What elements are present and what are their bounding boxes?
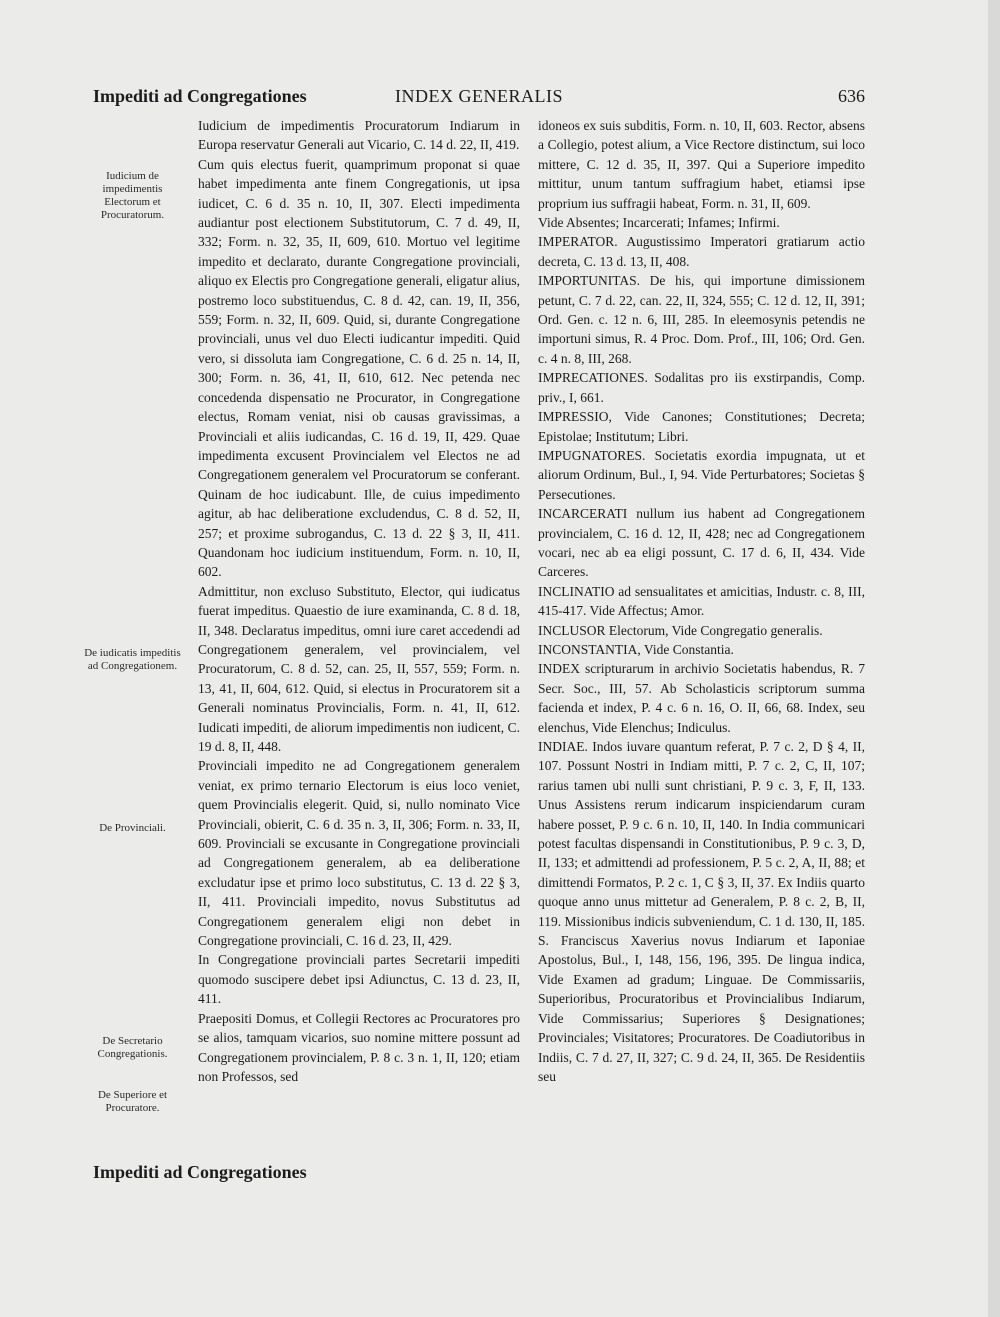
paragraph: Praepositi Domus, et Collegii Rectores ac Procuratores pro se alios, tamquam vicarios, suo nomine mittere possunt ad Congregationem provincialem, P. 8 c. 3 n. 1, II, 120; etiam non Professos, sed	[198, 1010, 520, 1084]
index-entry-imprecationes: IMPRECATIONES. Sodalitas pro iis exstirpandis, Comp. priv., I, 661.	[538, 370, 865, 405]
index-entry-impressio: IMPRESSIO, Vide Canones; Constitutiones; Decreta; Epistolae; Institutum; Libri.	[538, 409, 865, 444]
page-edge-shadow	[988, 0, 1000, 1317]
margin-note-secretario: De Secretario Congregationis.	[97, 1035, 168, 1060]
text-column-right	[538, 116, 865, 1161]
page-number: 636	[838, 86, 865, 106]
margin-note-provinciali: De Provinciali.	[99, 822, 166, 834]
header-index-title: INDEX GENERALIS	[395, 86, 563, 106]
index-entry-imperator: IMPERATOR. Augustissimo Imperatori gratiarum actio decreta, C. 13 d. 13, II, 408.	[538, 234, 865, 269]
index-entry-inclinatio: INCLINATIO ad sensualitates et amicitias, Industr. c. 8, III, 415-417. Vide Affectus; Amor.	[538, 583, 865, 619]
text-column-left	[198, 116, 520, 1161]
margin-note-iudicatis: De iudicatis impeditis ad Congregationem.	[84, 647, 181, 672]
paragraph: In Congregatione provinciali partes Secretarii impediti quomodo suscipere debet ipsi Adiunctus, C. 13 d. 23, II, 411.	[198, 952, 520, 1007]
index-entry-indiae: INDIAE. Indos iuvare quantum referat, P. 7 c. 2, D § 4, II, 107. Possunt Nostri in Indiam mitti, P. 7 c. 2, C, II, 107; rarius tamen ubi nulli sunt christiani, P. 9 c. 3, F, II, 133. Unus Assistens rerum indicarum inspiciendarum curam habere posset, P. 9 c. 6 n. 10, II, 140. In India communicari potest facultas dispensandi in Constitutionibus, P. 9 c. 3, D, II, 133; et admittendi ad professionem, P. 5 c. 2, A, II, 88; et dimittendi Formatos, P. 2 c. 1, C § 3, II, 37. Ex Indiis quarto quoque anno unus mittetur ad Generalem, P. 8 c. 2, B, II, 119. Missionibus indicis subveniendum, C. 1 d. 130, II, 185. S. Franciscus Xaverius novus Indiarum et Iaponiae Apostolus, Bul., I, 148, 156, 196, 395. De lingua indica, Vide Examen ad gradum; Linguae. De Commissariis, Superioribus, Procuratoribus et Provincialibus Indiarum, Vide Commissarius; Superiores § Designationes; Provinciales; Visitatores; Procuratores. De Coadiutoribus in Indiis, C. 7 d. 27, II, 327; C. 9 d. 24, II, 365. De Residentiis seu	[538, 739, 865, 1084]
index-entry-index: INDEX scripturarum in archivio Societatis habendus, R. 7 Secr. Soc., III, 57. Ab Scholasticis scriptorum summa facienda et index, P. 4 c. 6 n. 16, O. II, 66, 68. Index, seu elenchus, Vide Elenchus; Indiculus.	[538, 661, 865, 735]
running-header	[93, 86, 865, 114]
running-footer: Impediti ad Congregationes	[93, 1162, 307, 1182]
paragraph: Provinciali impedito ne ad Congregationem generalem veniat, ex primo ternario Electorum is eius loco veniet, quem Provincialis elegerit. Quid, si, nullo nominato Vice Provinciali, obierit, C. 6 d. 35 n. 3, II, 306; Form. n. 33, II, 609. Provinciali se excusante in Congregatione provinciali ad Congregationem generalem, ab ea deliberatione excludatur ipse et primo loco substitutus, C. 13 d. 22 § 3, II, 411. Provinciali impedito, novus Substitutus ad Congregationem generalem eligi non debet in Congregatione provinciali, C. 16 d. 23, II, 429.	[198, 758, 520, 949]
paragraph: Vide Absentes; Incarcerati; Infames; Infirmi.	[538, 215, 780, 231]
paragraph: Admittitur, non excluso Substituto, Elector, qui iudicatus fuerat impeditus. Quaestio de iure examinanda, C. 8 d. 18, II, 348. Declaratus impeditus, omni iure caret accedendi ad Congregationem generalem, vel provincialem, vel Procuratorum, C. 8 d. 52, can. 25, II, 557, 559; Form. n. 13, 41, II, 604, 612. Quid, si electus in Procuratorem sit a Generali nominatus Provincialis, Form. n. 41, II, 612. Iudicati impediti, de aliorum impedimentis non iudicent, C. 19 d. 8, II, 448.	[198, 583, 520, 754]
header-entry-title: Impediti ad Congregationes	[93, 86, 307, 106]
paragraph: Cum quis electus fuerit, quamprimum proponat si quae habet impedimenta ante finem Congregationis, ut ipsa iudicet, C. 6 d. 35 n. 10, II, 307. Electi impedimenta audiantur post electionem Substitutorum, C. 7 d. 49, II, 332; Form. n. 32, 35, II, 609, 610. Mortuo vel legitime impedito et declarato, durante Congregatione provinciali, aliquo ex Electis pro Congregatione generali, eligatur alius, postremo loco substituendus, C. 8 d. 42, can. 19, II, 356, 559; Form. n. 32, II, 609. Quid, si, durante Congregatione provinciali, unus vel duo Electi iudicantur impediti. Quid vero, si dissoluta iam Congregatione, C. 6 d. 25 n. 14, II, 300; Form. n. 36, 41, II, 610, 612. Nec petenda nec concedenda dispensatio ne Procurator, in Congregatione electus, Romam veniat, nisi ob causas gravissimas, a Provinciali et aliis iudicandas, C. 16 d. 19, II, 429. Quae impedimenta excusent Provincialem vel Electos ne ad Congregationem generalem vel Procuratorum se conferant. Quinam de hoc iudicabunt. Ille, de cuius impedimento agitur, ab hac deliberatione excludendus, C. 8 d. 52, II, 257; et proxime subrogandus, C. 13 d. 22 § 3, II, 411. Quandonam hoc iudicium instituendum, Form. n. 10, II, 602.	[198, 156, 520, 580]
index-entry-inconstantia: INCONSTANTIA, Vide Constantia.	[538, 641, 734, 657]
index-entry-incarcerati: INCARCERATI nullum ius habent ad Congregationem provincialem, C. 16 d. 12, II, 428; nec ad Congregationem vocari, nec ab ea eligi possunt, C. 17 d. 6, II, 434. Vide Carceres.	[538, 506, 865, 580]
index-entry-inclusor: INCLUSOR Electorum, Vide Congregatio generalis.	[538, 622, 823, 638]
paragraph: idoneos ex suis subditis, Form. n. 10, II, 603. Rector, absens a Collegio, potest alium, a Vice Rectore distinctum, sui loco mittere, C. 12 d. 35, II, 397. Qui a Superiore impedito mittitur, unum tantum suffragium habet, etiamsi ipse proprium ius suffragii habeat, Form. n. 31, II, 609.	[538, 118, 865, 211]
index-entry-impugnatores: IMPUGNATORES. Societatis exordia impugnata, ut et aliorum Ordinum, Bul., I, 94. Vide Perturbatores; Societas § Persecutiones.	[538, 447, 865, 502]
margin-note-superiore: De Superiore et Procuratore.	[97, 1089, 168, 1114]
index-entry-importunitas: IMPORTUNITAS. De his, qui importune dimissionem petunt, C. 7 d. 22, can. 22, II, 324, 555; C. 12 d. 12, II, 391; Ord. Gen. c. 12 n. 6, III, 285. In eleemosynis petendis ne importuni simus, R. 4 Proc. Dom. Prof., III, 106; Ord. Gen. c. 4 n. 8, III, 268.	[538, 273, 865, 366]
margin-note-iudicium: Iudicium de impedimentis Electorum et Procuratorum.	[100, 170, 165, 221]
paragraph: Iudicium de impedimentis Procuratorum Indiarum in Europa reservatur Generali aut Vicario, C. 14 d. 22, II, 419.	[198, 118, 520, 153]
